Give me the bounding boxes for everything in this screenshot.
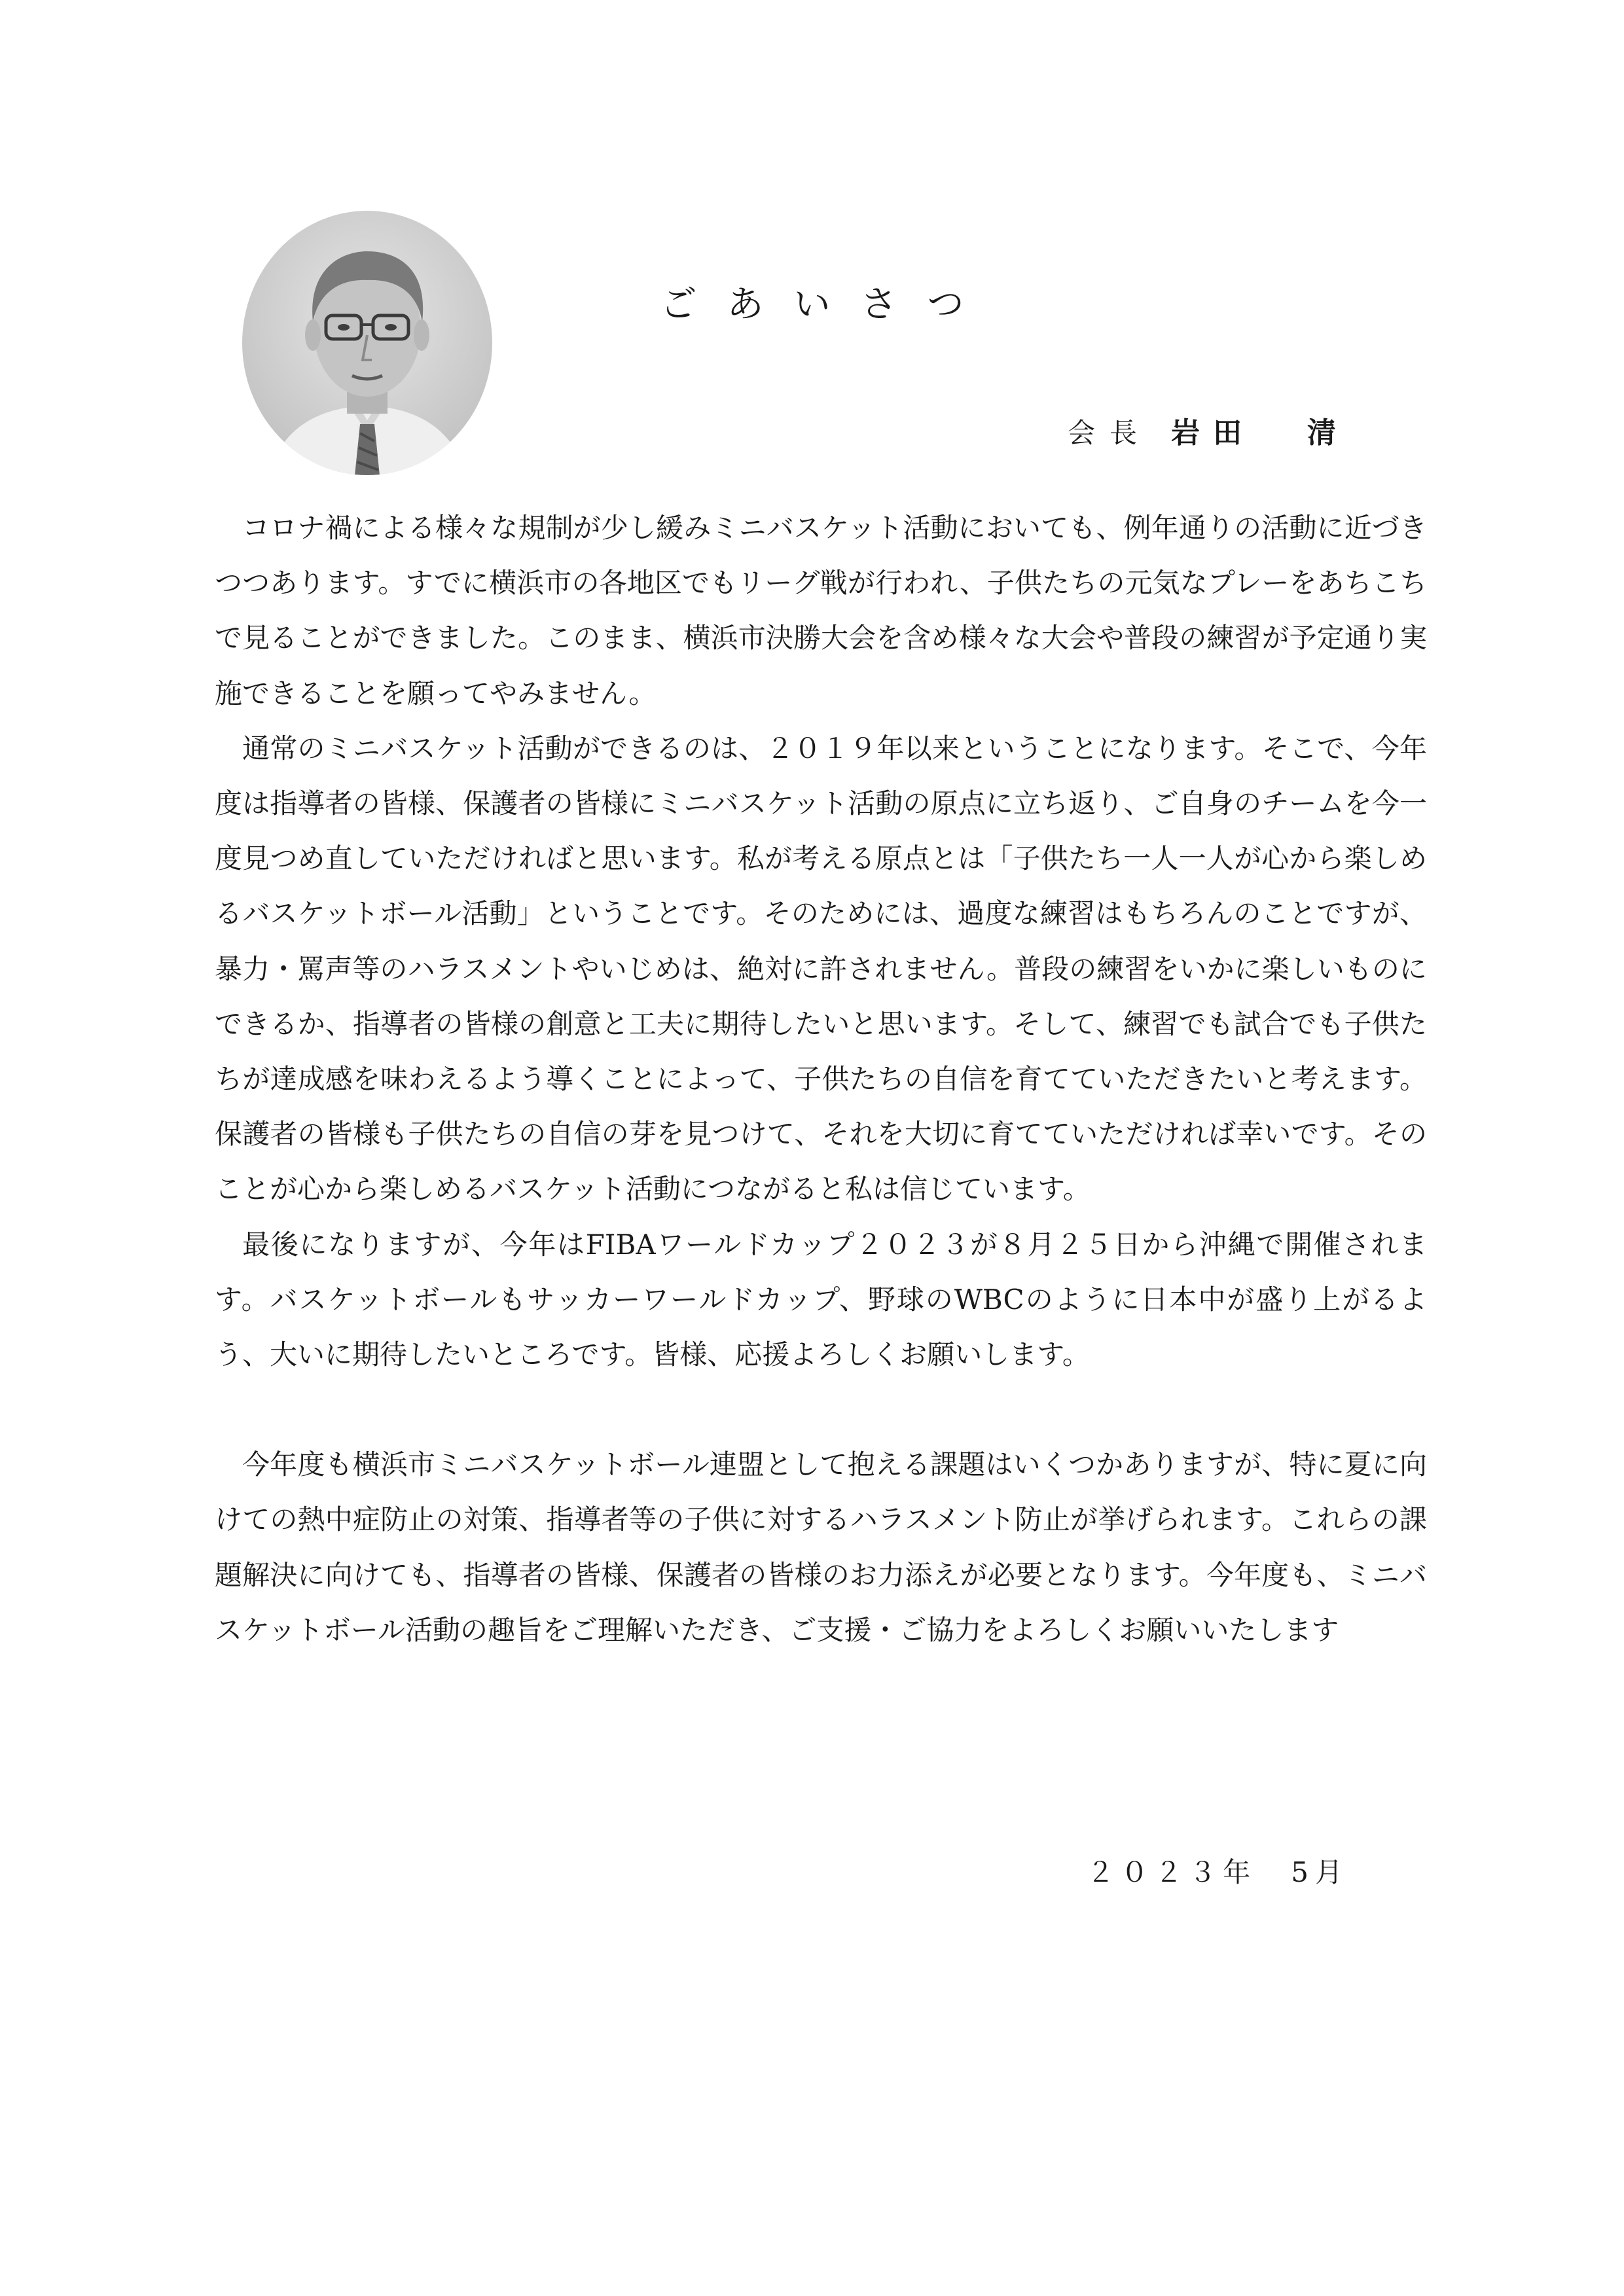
author-name: [1171, 416, 1349, 450]
author-family-name: 岩田: [1171, 416, 1255, 450]
paragraph-1: コロナ禍による様々な規制が少し緩みミニバスケット活動においても、例年通りの活動に近づきつつあります。すでに横浜市の各地区でもリーグ戦が行われ、子供たちの元気なプレーをあちこちで見ることができました。このまま、横浜市決勝大会を含め様々な大会や普段の練習が予定通り実施できることを願ってやみません。: [215, 512, 1427, 709]
paragraph-2: 通常のミニバスケット活動ができるのは、２０１９年以来ということになります。そこで、今年度は指導者の皆様、保護者の皆様にミニバスケット活動の原点に立ち返り、ご自身のチームを今一度見つめ直していただければと思います。私が考える原点とは「子供たち一人一人が心から楽しめるバスケットボール活動」ということです。そのためには、過度な練習はもちろんのことですが、暴力・罵声等のハラスメントやいじめは、絶対に許されません。普段の練習をいかに楽しいものにできるか、指導者の皆様の創意と工夫に期待したいと思います。そして、練習でも試合でも子供たちが達成感を味わえるよう導くことによって、子供たちの自信を育てていただきたいと考えます。保護者の皆様も子供たちの自信の芽を見つけて、それを大切に育てていただければ幸いです。そのことが心から楽しめるバスケット活動につながると私は信じています。: [215, 732, 1427, 1206]
author-signature: [1067, 416, 1349, 450]
page-title: ごあいさつ: [660, 283, 994, 326]
author-role: 会長: [1067, 417, 1151, 449]
paragraph-3: 最後になりますが、今年はFIBAワールドカップ２０２３が８月２５日から沖縄で開催されます。バスケットボールもサッカーワールドカップ、野球のWBCのように日本中が盛り上がるよう、大いに期待したいところです。皆様、応援よろしくお願いします。: [215, 1228, 1427, 1371]
author-portrait: [242, 211, 492, 475]
greeting-body: [215, 501, 1427, 1658]
author-given-name: 清: [1307, 416, 1349, 450]
document-date: ２０２３年 5月: [1087, 1856, 1349, 1888]
paragraph-4: 今年度も横浜市ミニバスケットボール連盟として抱える課題はいくつかありますが、特に夏に向けての熱中症防止の対策、指導者等の子供に対するハラスメント防止が挙げられます。これらの課題解決に向けても、指導者の皆様、保護者の皆様のお力添えが必要となります。今年度も、ミニバスケットボール活動の趣旨をご理解いただき、ご支援・ご協力をよろしくお願いいたします: [215, 1448, 1428, 1646]
